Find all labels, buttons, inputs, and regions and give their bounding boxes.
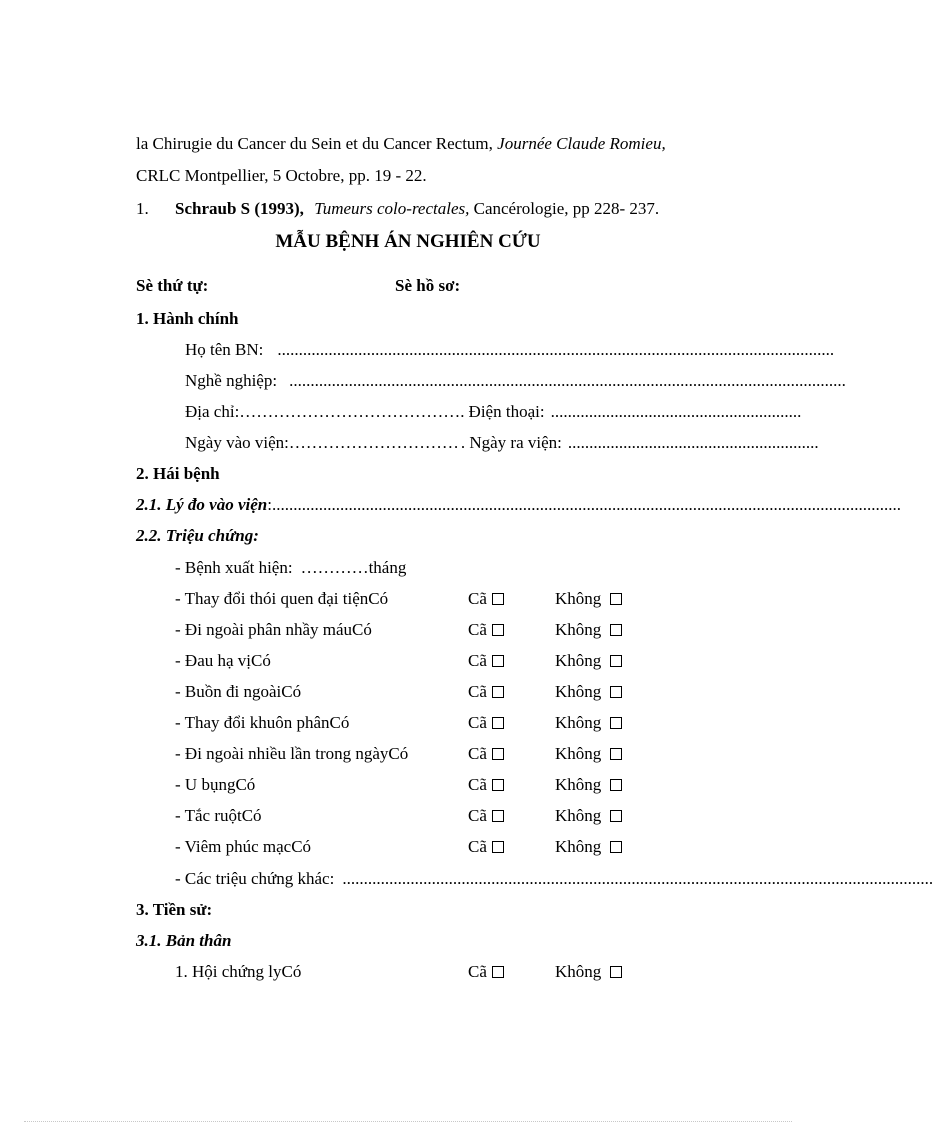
symptom-row [175, 713, 655, 733]
yes-option[interactable]: Cã [468, 713, 504, 733]
symptom-row [175, 806, 655, 826]
no-checkbox[interactable] [610, 717, 622, 729]
yes-checkbox[interactable] [492, 686, 504, 698]
yes-option[interactable]: Cã [468, 620, 504, 640]
yes-checkbox[interactable] [492, 810, 504, 822]
reference-item [136, 199, 659, 219]
no-option[interactable]: Không [555, 589, 622, 609]
onset-dots: ………… [300, 558, 369, 577]
record-number-label: Sè hồ sơ: [395, 276, 461, 295]
no-option[interactable]: Không [555, 651, 622, 671]
yes-checkbox[interactable] [492, 624, 504, 636]
symptom-row [175, 589, 655, 609]
no-option[interactable]: Không [555, 806, 622, 826]
onset-unit: tháng [368, 558, 407, 577]
reference-line-1 [136, 134, 666, 154]
patient-name-field[interactable] [185, 340, 835, 360]
no-checkbox[interactable] [610, 624, 622, 636]
address-dots: …………………………………. [239, 402, 465, 421]
yes-checkbox[interactable] [492, 717, 504, 729]
no-checkbox[interactable] [610, 655, 622, 667]
yes-checkbox[interactable] [492, 779, 504, 791]
yes-option[interactable]: Cã [468, 744, 504, 764]
no-option[interactable]: Không [555, 775, 622, 795]
admission-reason-dots: :.................................................................................................................................................... [267, 495, 901, 514]
yes-option[interactable]: Cã [468, 806, 504, 826]
yes-option[interactable]: Cã [468, 682, 504, 702]
other-symptoms-field[interactable] [175, 869, 933, 889]
occupation-dots: ................................................................................................................................... [289, 371, 846, 390]
personal-history-title: 3.1. Bản thân [136, 931, 232, 950]
no-option[interactable]: Không [555, 744, 622, 764]
symptom-row [175, 620, 655, 640]
patient-name-dots: ................................................................................................................................... [277, 340, 835, 359]
admission-dates-field[interactable] [185, 433, 819, 453]
section-2-title: 2. Hái bệnh [136, 464, 220, 483]
reference-author: Schraub S (1993), [175, 199, 304, 218]
yes-option[interactable]: Cã [468, 962, 504, 982]
symptom-row [175, 837, 655, 857]
order-number-label: Sè thứ tự: [136, 276, 209, 295]
yes-option[interactable]: Cã [468, 775, 504, 795]
occupation-label: Nghề nghiệp: [185, 371, 278, 390]
other-symptoms-label: - Các triệu chứng khác: [175, 869, 335, 888]
no-checkbox[interactable] [610, 779, 622, 791]
symptom-label: - Đi ngoài nhiều lần trong ngàyCó [175, 744, 409, 763]
yes-checkbox[interactable] [492, 655, 504, 667]
symptom-row [175, 744, 655, 764]
symptom-label: - Buồn đi ngoàiCó [175, 682, 302, 701]
yes-option[interactable]: Cã [468, 651, 504, 671]
no-checkbox[interactable] [610, 841, 622, 853]
no-option[interactable]: Không [555, 837, 622, 857]
reference-text: la Chirugie du Cancer du Sein et du Cancer Rectum, [136, 134, 493, 153]
yes-checkbox[interactable] [492, 593, 504, 605]
phone-dots: ........................................................... [550, 402, 802, 421]
occupation-field[interactable] [185, 371, 846, 391]
section-1-title: 1. Hành chính [136, 309, 239, 328]
no-checkbox[interactable] [610, 686, 622, 698]
yes-checkbox[interactable] [492, 841, 504, 853]
admission-reason-label: 2.1. Lý đo vào viện [136, 495, 268, 514]
symptom-label: - Tắc ruộtCó [175, 806, 262, 825]
no-option[interactable]: Không [555, 713, 622, 733]
address-phone-field[interactable] [185, 402, 802, 422]
reference-number: 1. [136, 199, 149, 218]
reference-line-2 [136, 166, 427, 186]
no-checkbox[interactable] [610, 810, 622, 822]
discharge-label: . Ngày ra viện: [460, 433, 562, 452]
reference-text: CRLC Montpellier, 5 Octobre, pp. 19 - 22. [136, 166, 427, 185]
onset-field[interactable] [175, 558, 406, 578]
no-option[interactable]: Không [555, 620, 622, 640]
symptom-row [175, 651, 655, 671]
no-checkbox[interactable] [610, 748, 622, 760]
form-title: MẪU BỆNH ÁN NGHIÊN CỨU [275, 231, 541, 252]
history-label: 1. Hội chứng lyCó [175, 962, 302, 981]
discharge-dots: ........................................................... [567, 433, 819, 452]
no-checkbox[interactable] [610, 593, 622, 605]
yes-option[interactable]: Cã [468, 837, 504, 857]
phone-label: Điện thoại: [468, 402, 545, 421]
admission-reason-field[interactable] [136, 495, 901, 515]
other-symptoms-dots: ........................................................................................................................................... [342, 869, 933, 888]
symptom-label: - Thay đổi thói quen đại tiệnCó [175, 589, 389, 608]
history-row [175, 962, 655, 982]
symptom-row [175, 682, 655, 702]
symptom-label: - Đau hạ vịCó [175, 651, 271, 670]
reference-journal: Journée Claude Romieu, [497, 134, 666, 153]
symptom-row [175, 775, 655, 795]
no-checkbox[interactable] [610, 966, 622, 978]
address-label: Địa chỉ: [185, 402, 240, 421]
symptom-label: - Viêm phúc mạcCó [175, 837, 312, 856]
page-bottom-divider [24, 1121, 792, 1122]
symptom-label: - Thay đổi khuôn phânCó [175, 713, 350, 732]
symptom-label: - Đi ngoài phân nhầy máuCó [175, 620, 372, 639]
yes-option[interactable]: Cã [468, 589, 504, 609]
no-option[interactable]: Không [555, 962, 622, 982]
section-3-title: 3. Tiền sử: [136, 900, 213, 919]
admission-label: Ngày vào viện: [185, 433, 289, 452]
patient-name-label: Họ tên BN: [185, 340, 264, 359]
onset-label: - Bệnh xuất hiện: [175, 558, 293, 577]
no-option[interactable]: Không [555, 682, 622, 702]
yes-checkbox[interactable] [492, 966, 504, 978]
yes-checkbox[interactable] [492, 748, 504, 760]
reference-rest: Cancérologie, pp 228- 237. [473, 199, 660, 218]
symptom-label: - U bụngCó [175, 775, 256, 794]
reference-title: Tumeurs colo-rectales, [314, 199, 470, 218]
admission-dots: ………………………… [288, 433, 459, 452]
symptoms-title: 2.2. Triệu chứng: [136, 526, 259, 545]
